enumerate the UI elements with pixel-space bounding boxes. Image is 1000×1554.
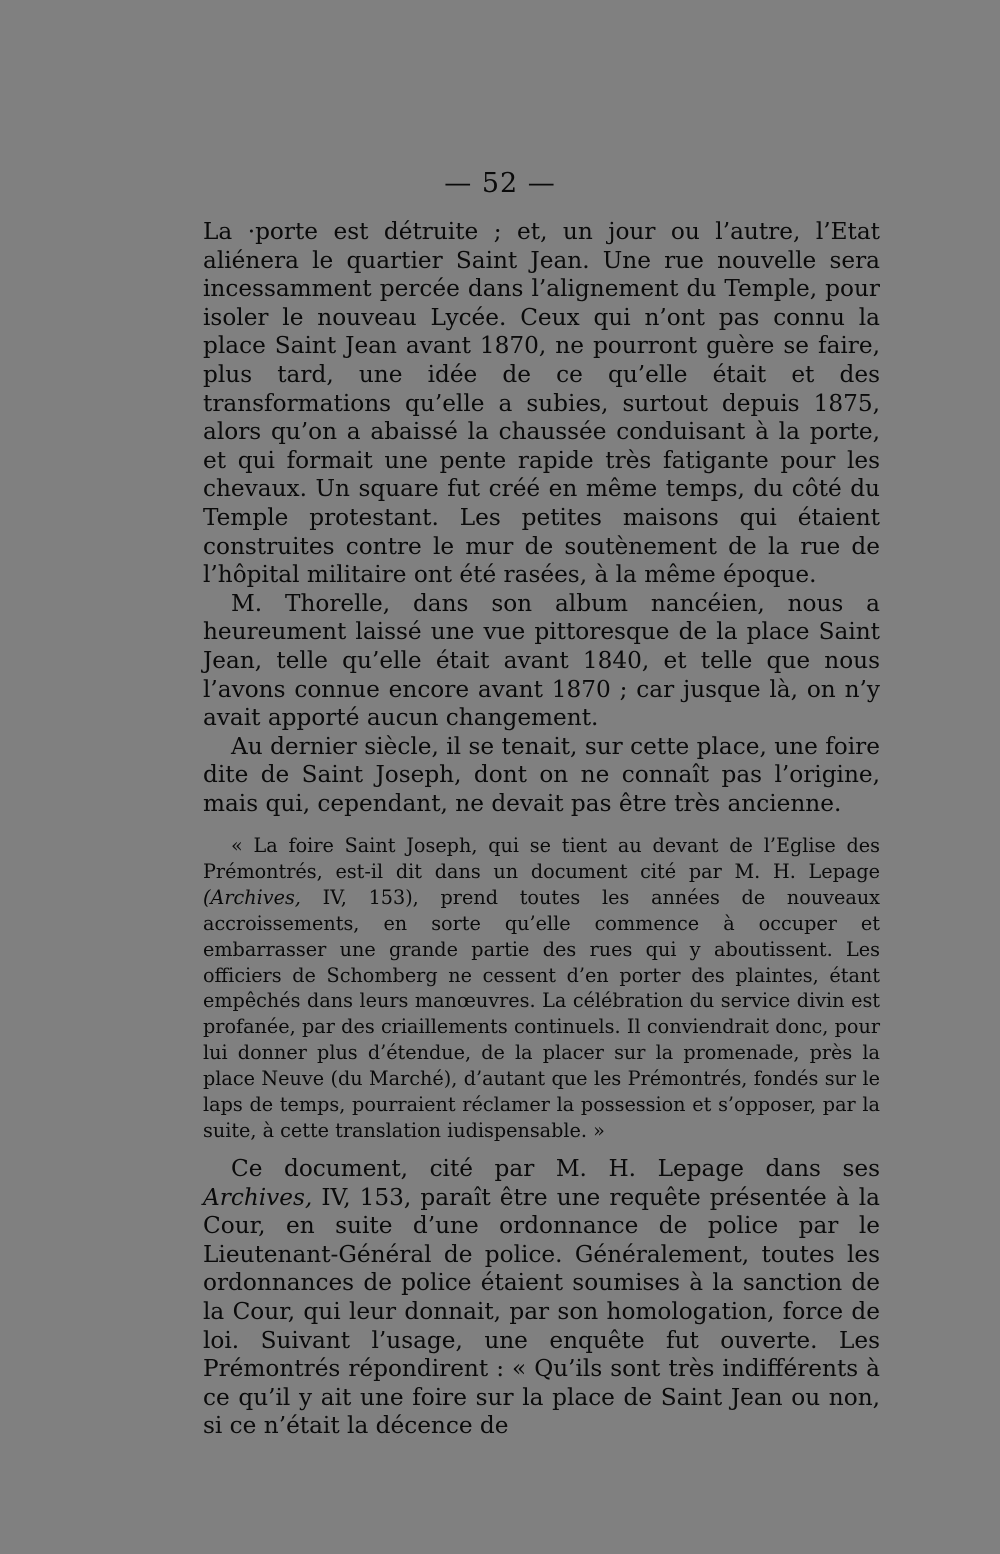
quote-paragraph <box>203 833 880 1144</box>
paragraph-4-end: IV, 153, paraît être une requête présentée à la Cour, en suite d’une ordonnance de police par le Lieutenant-Général de police. Généralement, toutes les ordonnances de police étaient soumises à la sanction de la Cour, qui leur donnait, par son homologation, force de loi. Suivant l’usage, une enquête fut ouverte. Les Prémontrés répondirent : « Qu’ils sont très indifférents à ce qu’il y ait une foire sur la place de Saint Jean ou non, si ce n’était la décence de <box>203 1183 880 1440</box>
paragraph-2: M. Thorelle, dans son album nancéien, nous a heureument laissé une vue pittoresque de la place Saint Jean, telle qu’elle était avant 1840, et telle que nous l’avons connue encore avant 1870 ; car jusque là, on n’y avait apporté aucun changement. <box>203 589 880 732</box>
paragraph-1: La ·porte est détruite ; et, un jour ou l’autre, l’Etat aliénera le quartier Saint Jean. Une rue nouvelle sera incessamment percée dans l’alignement du Temple, pour isoler le nouveau Lycée. Ceux qui n’ont pas connu la place Saint Jean avant 1870, ne pourront guère se faire, plus tard, une idée de ce qu’elle était et des transformations qu’elle a subies, surtout depuis 1875, alors qu’on a abaissé la chaussée conduisant à la porte, et qui formait une pente rapide très fatigante pour les chevaux. Un square fut créé en même temps, du côté du Temple protestant. Les petites maisons qui étaient construites contre le mur de soutènement de la rue de l’hôpital militaire ont été rasées, à la même époque. <box>203 218 880 589</box>
paragraph-4-start: Ce document, cité par M. H. Lepage dans ses <box>231 1155 880 1182</box>
main-text <box>203 218 880 818</box>
paragraph-4-italic-archives: Archives, <box>203 1183 313 1211</box>
block-quote <box>203 833 880 1144</box>
quote-text-end: IV, 153), prend toutes les années de nouveaux accroissements, en sorte qu’elle commence à occuper et embarrasser une grande partie des rues qui y aboutissent. Les officiers de Schomberg ne cessent d’en porter des plaintes, étant empêchés dans leurs manœuvres. La célébration du service divin est profanée, par des criaillements continuels. Il conviendrait donc, pour lui donner plus d’étendue, de la placer sur la promenade, près la place Neuve (du Marché), d’autant que les Prémontrés, fondés sur le laps de temps, pourraient réclamer la possession et s’opposer, par la suite, à cette translation iudispensable. » <box>203 885 880 1142</box>
quote-italic-archives: (Archives, <box>203 885 301 909</box>
page-number: — 52 — <box>444 168 556 199</box>
quote-text-start: « La foire Saint Joseph, qui se tient au devant de l’Eglise des Prémontrés, est-il dit dans un document cité par M. H. Lepage <box>203 834 880 883</box>
continuation-text <box>203 1155 880 1441</box>
paragraph-3: Au dernier siècle, il se tenait, sur cette place, une foire dite de Saint Joseph, dont on ne connaît pas l’origine, mais qui, cependant, ne devait pas être très ancienne. <box>203 732 880 817</box>
paragraph-4 <box>203 1155 880 1441</box>
